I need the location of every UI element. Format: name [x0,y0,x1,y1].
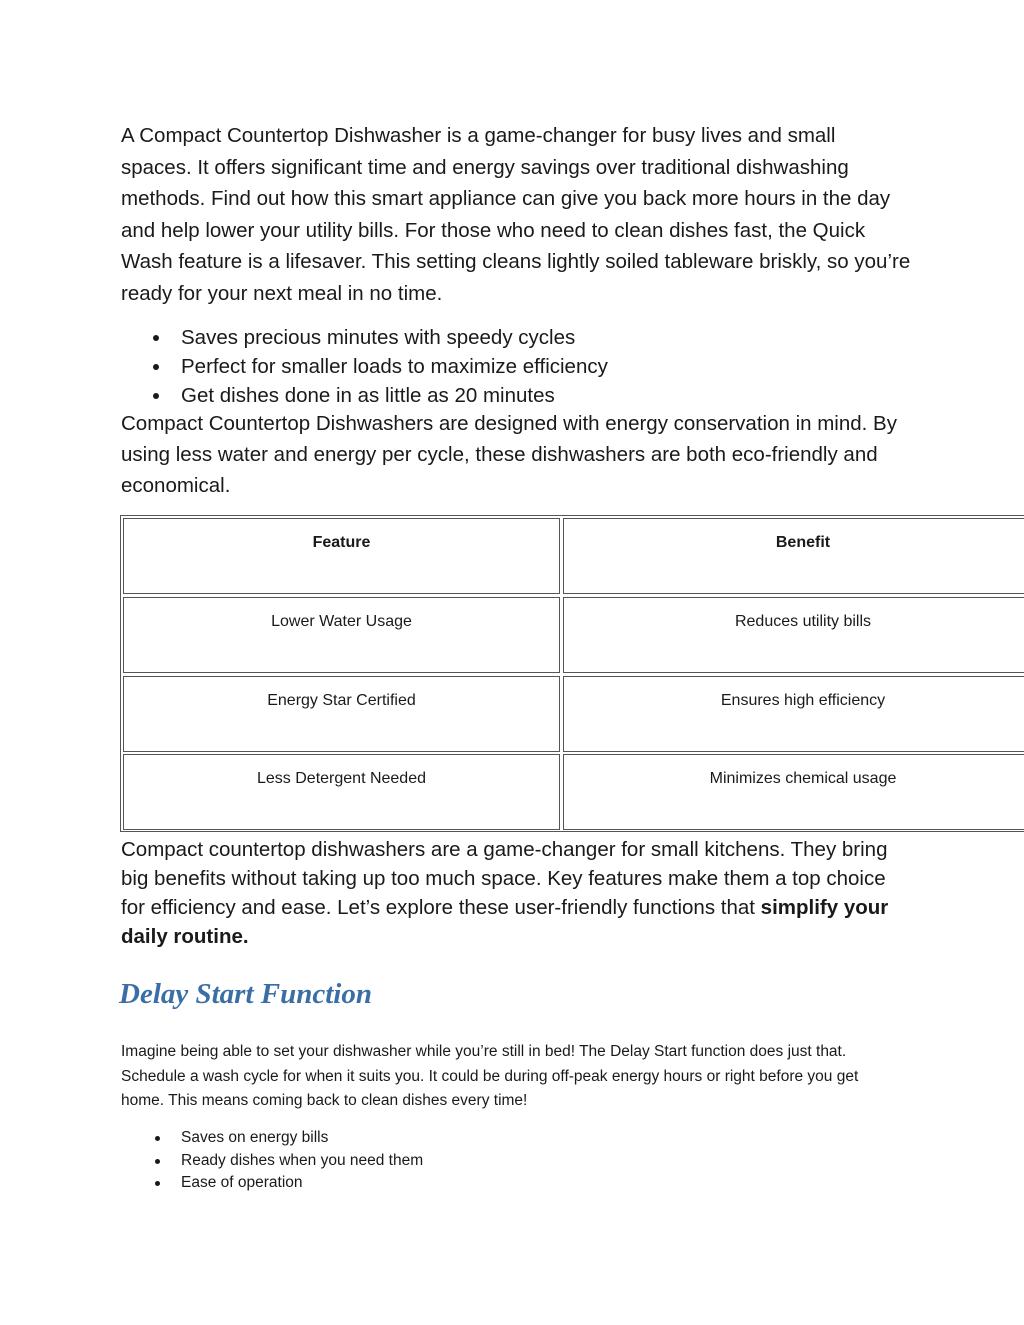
energy-paragraph: Compact Countertop Dishwashers are designed with energy conservation in mind. By using less water and energy per cycle, these dishwashers are both eco-friendly and economical. [121,412,897,497]
list-item: Get dishes done in as little as 20 minutes [121,381,901,410]
table-header-row [123,518,1024,594]
delay-start-paragraph: Imagine being able to set your dishwasher while you’re still in bed! The Delay Start function does just that. Schedule a wash cycle for when it suits you. It could be during off-peak energy hours or right before you get home. This means coming back to clean dishes every time! [121,1043,859,1109]
table-row [123,597,1024,673]
table-cell-benefit: Reduces utility bills [563,597,1024,673]
compact-paragraph [121,835,911,951]
compact-paragraph-text: Compact countertop dishwashers are a game-changer for small kitchens. They bring big benefits without taking up too much space. Key features make them a top choice for efficiency and ease. Let’s explore these user-friendly functions that [121,838,888,919]
table-cell-feature: Less Detergent Needed [123,754,560,830]
list-item: Ease of operation [121,1172,721,1195]
table-header-feature: Feature [123,518,560,594]
table-cell-benefit: Minimizes chemical usage [563,754,1024,830]
delay-start-heading: Delay Start Function [119,978,372,1010]
list-item: Ready dishes when you need them [121,1150,721,1173]
table-row [123,676,1024,752]
list-item: Perfect for smaller loads to maximize efficiency [121,352,901,381]
quick-wash-list [121,323,901,410]
feature-benefit-table [120,515,1024,832]
table-cell-feature: Lower Water Usage [123,597,560,673]
list-item: Saves on energy bills [121,1127,721,1150]
table-header-benefit: Benefit [563,518,1024,594]
delay-start-list [121,1127,721,1195]
compact-paragraph-bold: simplify your daily routine. [121,896,889,948]
intro-paragraph: A Compact Countertop Dishwasher is a game-changer for busy lives and small spaces. It offers significant time and energy savings over traditional dishwashing methods. Find out how this smart appliance can give you back more hours in the day and help lower your utility bills. For those who need to clean dishes fast, the Quick Wash feature is a lifesaver. This setting cleans lightly soiled tableware briskly, so you’re ready for your next meal in no time. [121,124,911,305]
table-cell-feature: Energy Star Certified [123,676,560,752]
list-item: Saves precious minutes with speedy cycles [121,323,901,352]
table-row [123,754,1024,830]
table-cell-benefit: Ensures high efficiency [563,676,1024,752]
